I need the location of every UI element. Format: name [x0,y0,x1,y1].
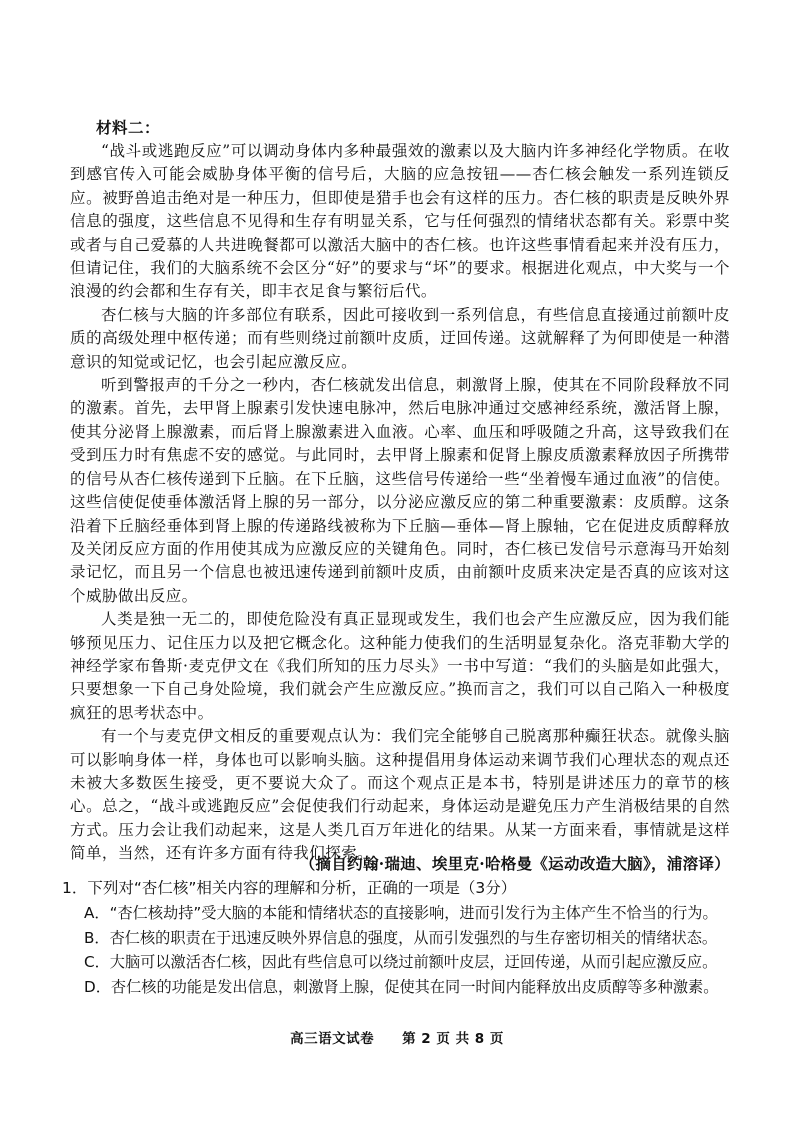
question-1 [62,876,762,999]
option-c: C．大脑可以激活杏仁核，因此有些信息可以绕过前额叶皮层，迂回传递，从而引起应激反应。 [84,953,718,971]
question-stem: 1．下列对“杏仁核”相关内容的理解和分析，正确的一项是（3分） [62,879,517,897]
paragraph-2: 杏仁核与大脑的许多部位有联系，因此可接收到一系列信息，有些信息直接通过前额叶皮质的高级处理中枢传递；而有些则绕过前额叶皮质，迂回传递。这就解释了为何即使是一种潜意识的知觉或记忆，也会引起应激反应。 [70,305,730,371]
paragraph-4: 人类是独一无二的，即使危险没有真正显现或发生，我们也会产生应激反应，因为我们能够预见压力、记住压力以及把它概念化。这种能力使我们的生活明显复杂化。洛克菲勒大学的神经学家布鲁斯·麦克伊文在《我们所知的压力尽头》一书中写道：“我们的头脑是如此强大，只要想象一下自己身处险境，我们就会产生应激反应。”换而言之，我们可以自己陷入一种极度疯狂的思考状态中。 [70,610,730,722]
page-footer: 高三语文试卷 第 2 页 共 8 页 [290,1031,504,1047]
paragraph-5: 有一个与麦克伊文相反的重要观点认为：我们完全能够自己脱离那种癫狂状态。就像头脑可以影响身体一样，身体也可以影响头脑。这种提倡用身体运动来调节我们心理状态的观点还未被大多数医生接受，更不要说大众了。而这个观点正是本书，特别是讲述压力的章节的核心。总之，“战斗或逃跑反应”会促使我们行动起来，身体运动是避免压力产生消极结果的自然方式。压力会让我们动起来，这是人类几百万年进化的结果。从某一方面来看，事情就是这样简单，当然，还有许多方面有待我们探索。 [70,727,730,863]
paragraph-1: “战斗或逃跑反应”可以调动身体内多种最强效的激素以及大脑内许多神经化学物质。在收到感官传入可能会威胁身体平衡的信号后，大脑的应急按钮——杏仁核会触发一系列连锁反应。被野兽追击绝对是一种压力，但即使是猎手也会有这样的压力。杏仁核的职责是反映外界信息的强度，这些信息不见得和生存有明显关系，它与任何强烈的情绪状态都有关。彩票中奖或者与自己爱慕的人共进晚餐都可以激活大脑中的杏仁核。也许这些事情看起来并没有压力，但请记住，我们的大脑系统不会区分“好”的要求与“坏”的要求。根据进化观点，中大奖与一个浪漫的约会都和生存有关，即丰衣足食与繁衍后代。 [70,142,730,301]
section-label: 材料二： [96,118,161,137]
paragraph-3: 听到警报声的千分之一秒内，杏仁核就发出信息，刺激肾上腺，使其在不同阶段释放不同的激素。首先，去甲肾上腺素引发快速电脉冲，然后电脉冲通过交感神经系统，激活肾上腺，使其分泌肾上腺激素，而后肾上腺激素进入血液。心率、血压和呼吸随之升高，这导致我们在受到压力时有焦虑不安的感觉。与此同时，去甲肾上腺素和促肾上腺皮质激素释放因子所携带的信号从杏仁核传递到下丘脑。在下丘脑，这些信号传递给一些“坐着慢车通过血液”的信使。这些信使促使垂体激活肾上腺的另一部分，以分泌应激反应的第二种重要激素：皮质醇。这条沿着下丘脑经垂体到肾上腺的传递路线被称为下丘脑—垂体—肾上腺轴，它在促进皮质醇释放及关闭反应方面的作用使其成为应激反应的关键角色。同时，杏仁核已发信号示意海马开始刻录记忆，而且另一个信息也被迅速传递到前额叶皮质，由前额叶皮质来决定是否真的应该对这个威胁做出反应。 [70,376,730,605]
option-d: D．杏仁核的功能是发出信息，刺激肾上腺，促使其在同一时间内能释放出皮质醇等多种激素。 [84,977,719,996]
option-a: A．“杏仁核劫持”受大脑的本能和情绪状态的直接影响，进而引发行为主体产生不恰当的行为。 [84,904,718,922]
source-citation: （摘自约翰·瑞迪、埃里克·哈格曼《运动改造大脑》，浦溶译） [299,854,730,873]
option-b: B．杏仁核的职责在于迅速反映外界信息的强度，从而引发强烈的与生存密切相关的情绪状态。 [84,928,718,947]
reading-material [70,140,730,866]
